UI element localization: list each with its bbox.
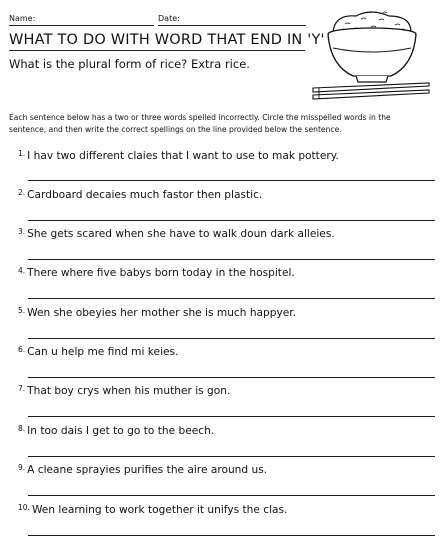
sentence-text: There where five babys born today in the hospitel. <box>27 267 295 279</box>
answer-line[interactable] <box>28 180 435 181</box>
sentence-number: 6. <box>18 345 26 354</box>
sentence-number: 4. <box>18 266 26 275</box>
sentence-number: 10. <box>18 503 30 512</box>
sentence-number: 1. <box>18 149 26 158</box>
sentence-number: 9. <box>18 463 26 472</box>
sentence-text: Wen she obeyies her mother she is much happyer. <box>27 307 297 319</box>
sentence-item <box>18 424 214 437</box>
sentence-item <box>18 503 287 516</box>
name-line[interactable] <box>9 25 154 26</box>
answer-line[interactable] <box>28 377 435 378</box>
answer-line[interactable] <box>28 338 435 339</box>
sentence-text: Can u help me find mi keies. <box>27 346 179 358</box>
sentence-text: That boy crys when his muther is gon. <box>27 385 231 397</box>
sentence-item <box>18 266 295 279</box>
sentence-item <box>18 345 178 358</box>
sentence-item <box>18 463 267 476</box>
answer-line[interactable] <box>28 535 435 536</box>
sentence-number: 8. <box>18 424 26 433</box>
sentence-number: 3. <box>18 227 26 236</box>
sentence-item <box>18 384 230 397</box>
date-label: Date: <box>158 14 180 23</box>
sentence-text: Wen learning to work together it unifys the clas. <box>31 504 288 516</box>
sentence-number: 2. <box>18 188 26 197</box>
answer-line[interactable] <box>28 416 435 417</box>
name-label: Name: <box>9 14 36 23</box>
worksheet-title: WHAT TO DO WITH WORD THAT END IN 'Y' <box>9 32 325 48</box>
sentence-text: In too dais I get to go to the beech. <box>27 425 215 437</box>
sentence-item <box>18 149 339 162</box>
sentence-text: A cleane sprayies purifies the aire around us. <box>27 464 268 476</box>
sentence-item <box>18 227 335 240</box>
answer-line[interactable] <box>28 220 435 221</box>
answer-line[interactable] <box>28 298 435 299</box>
sentence-text: I hav two different claies that I want to use to mak pottery. <box>27 150 339 162</box>
date-line[interactable] <box>158 25 306 26</box>
answer-line[interactable] <box>28 259 435 260</box>
sentence-number: 7. <box>18 384 26 393</box>
instructions: Each sentence below has a two or three words spelled incorrectly. Circle the misspelled words in the sentence, and then write the correct spellings on the line provided below the sentence. <box>9 113 391 134</box>
subtitle-joke: What is the plural form of rice? Extra rice. <box>9 57 250 71</box>
sentence-text: Cardboard decaies much fastor then plastic. <box>27 189 263 201</box>
rice-bowl-with-chopsticks-icon <box>311 4 431 108</box>
sentence-item <box>18 188 262 201</box>
sentence-text: She gets scared when she have to walk doun dark alleies. <box>27 228 335 240</box>
sentence-item <box>18 306 296 319</box>
answer-line[interactable] <box>28 456 435 457</box>
sentence-number: 5. <box>18 306 26 315</box>
title-underline <box>9 50 305 51</box>
answer-line[interactable] <box>28 495 435 496</box>
